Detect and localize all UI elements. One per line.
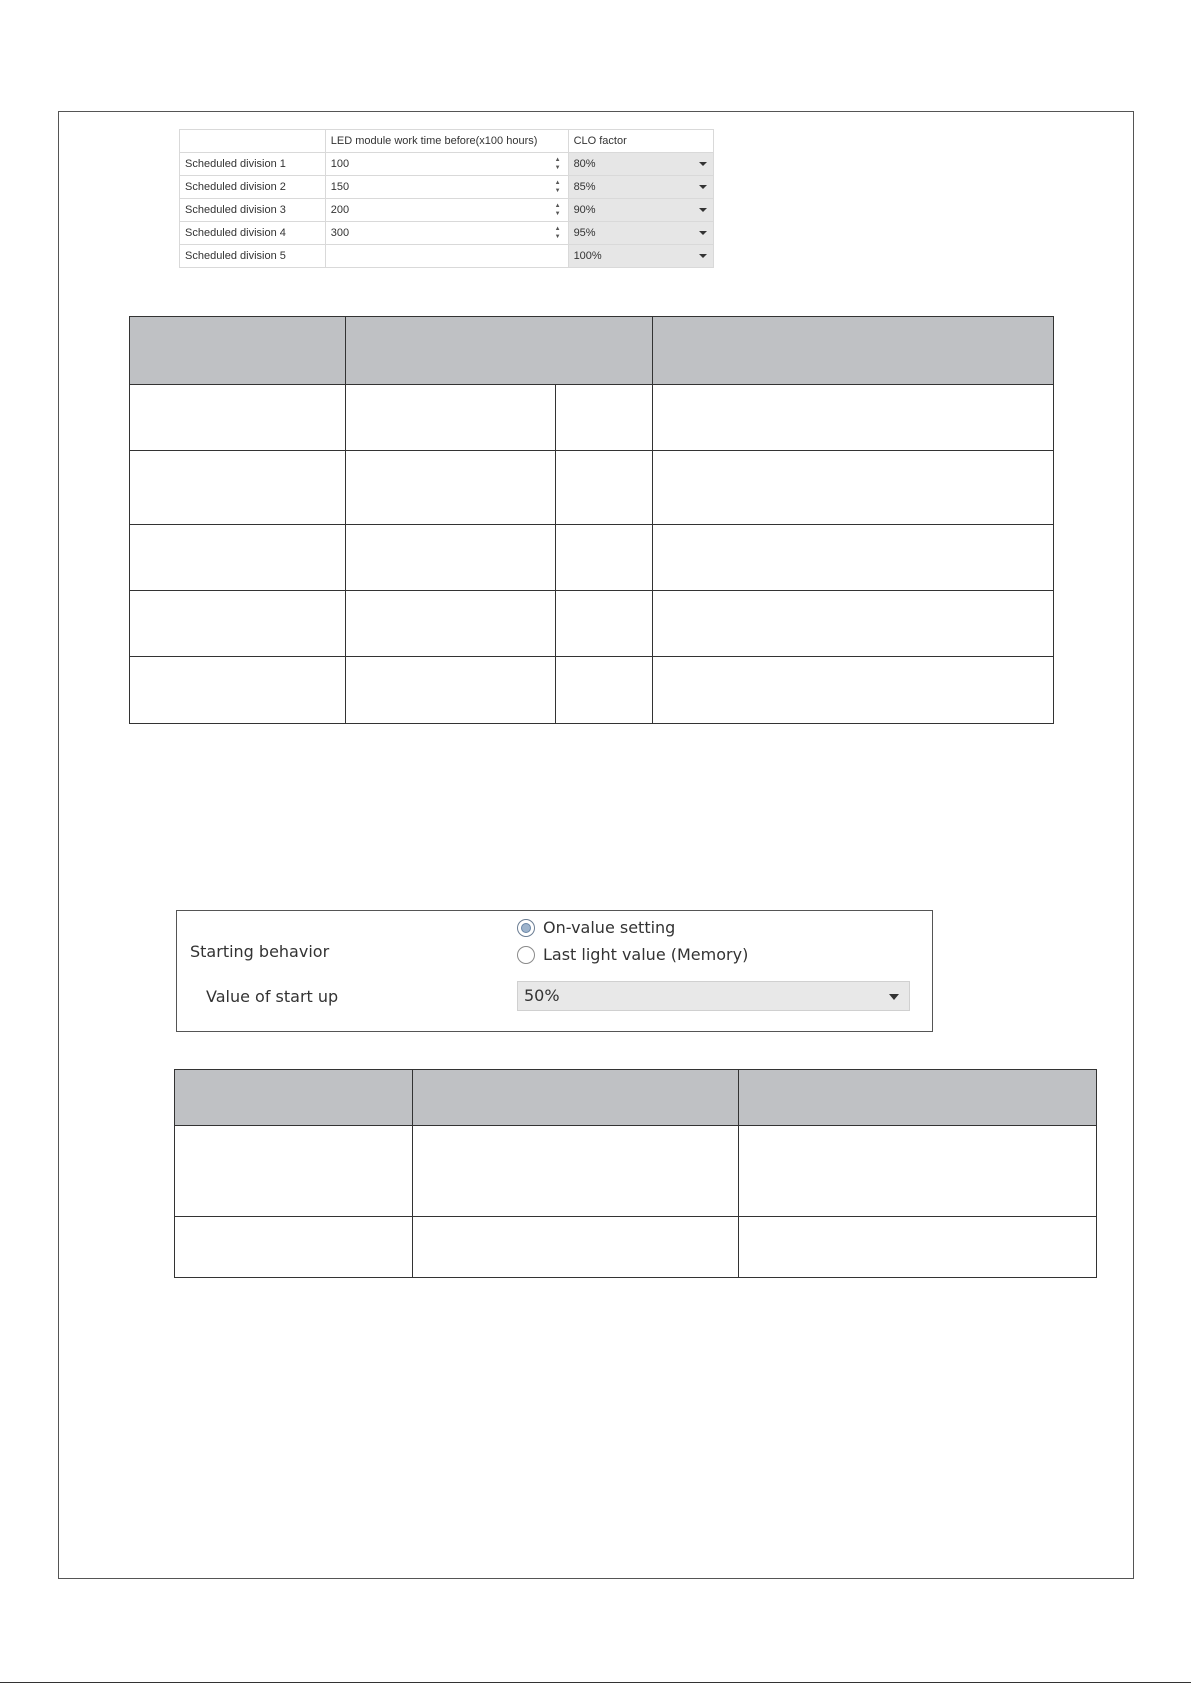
blank-table-2 [174,1069,1097,1278]
bottom-rule [0,1682,1191,1683]
work-time-input[interactable] [325,199,568,222]
table-row [175,1126,1097,1217]
radio-last-light-value[interactable] [517,945,748,964]
radio-checked-icon[interactable] [517,919,535,937]
chevron-down-icon [699,185,707,189]
schedule-row-3 [180,199,714,222]
header-cell [175,1070,413,1126]
blank-table-1-header [130,317,1054,385]
header-cell [739,1070,1097,1126]
schedule-row-2 [180,176,714,199]
header-cell [346,317,653,385]
work-time-input[interactable] [325,222,568,245]
clo-factor-select[interactable] [568,245,713,268]
schedule-header-row [180,130,714,153]
schedule-row-1 [180,153,714,176]
clo-factor-value: 90% [573,204,596,216]
blank-table-2-header [175,1070,1097,1126]
table-row [130,451,1054,525]
header-cell [413,1070,739,1126]
schedule-header-blank [180,130,326,153]
radio-label: On-value setting [543,918,676,937]
table-row [130,525,1054,591]
work-time-value: 200 [330,204,350,216]
clo-factor-select[interactable] [568,176,713,199]
work-time-value: 100 [330,158,350,170]
clo-factor-value: 100% [573,250,602,262]
division-label: Scheduled division 2 [180,176,326,199]
schedule-row-5 [180,245,714,268]
spin-arrows-icon[interactable]: ▲ ▼ [554,157,561,171]
schedule-row-4 [180,222,714,245]
chevron-down-icon [889,994,899,1000]
clo-factor-select[interactable] [568,153,713,176]
clo-factor-value: 95% [573,227,596,239]
start-up-value: 50% [524,986,560,1005]
clo-factor-value: 85% [573,181,596,193]
division-label: Scheduled division 1 [180,153,326,176]
chevron-down-icon [699,208,707,212]
table-row [130,591,1054,657]
clo-factor-value: 80% [573,158,596,170]
start-up-value-select[interactable] [517,981,910,1011]
starting-behavior-label: Starting behavior [190,942,330,961]
clo-factor-select[interactable] [568,199,713,222]
schedule-header-clo-factor: CLO factor [568,130,713,153]
radio-on-value-setting[interactable] [517,918,675,937]
radio-unchecked-icon[interactable] [517,946,535,964]
header-cell [653,317,1054,385]
value-of-start-up-label: Value of start up [206,987,339,1006]
work-time-input[interactable] [325,176,568,199]
table-row [130,385,1054,451]
chevron-down-icon [699,231,707,235]
schedule-table [179,129,714,268]
division-label: Scheduled division 4 [180,222,326,245]
schedule-header-work-time: LED module work time before(x100 hours) [325,130,568,153]
blank-table-1 [129,316,1054,724]
spin-arrows-icon[interactable]: ▲ ▼ [554,180,561,194]
division-label: Scheduled division 3 [180,199,326,222]
clo-factor-select[interactable] [568,222,713,245]
header-cell [130,317,346,385]
table-row [130,657,1054,724]
work-time-cell-empty [325,245,568,268]
chevron-down-icon [699,254,707,258]
radio-label: Last light value (Memory) [543,945,749,964]
spin-arrows-icon[interactable]: ▲ ▼ [554,203,561,217]
spin-arrows-icon[interactable]: ▲ ▼ [554,226,561,240]
starting-behavior-panel [176,910,933,1032]
division-label: Scheduled division 5 [180,245,326,268]
table-row [175,1217,1097,1278]
work-time-value: 300 [330,227,350,239]
work-time-value: 150 [330,181,350,193]
work-time-input[interactable] [325,153,568,176]
chevron-down-icon [699,162,707,166]
